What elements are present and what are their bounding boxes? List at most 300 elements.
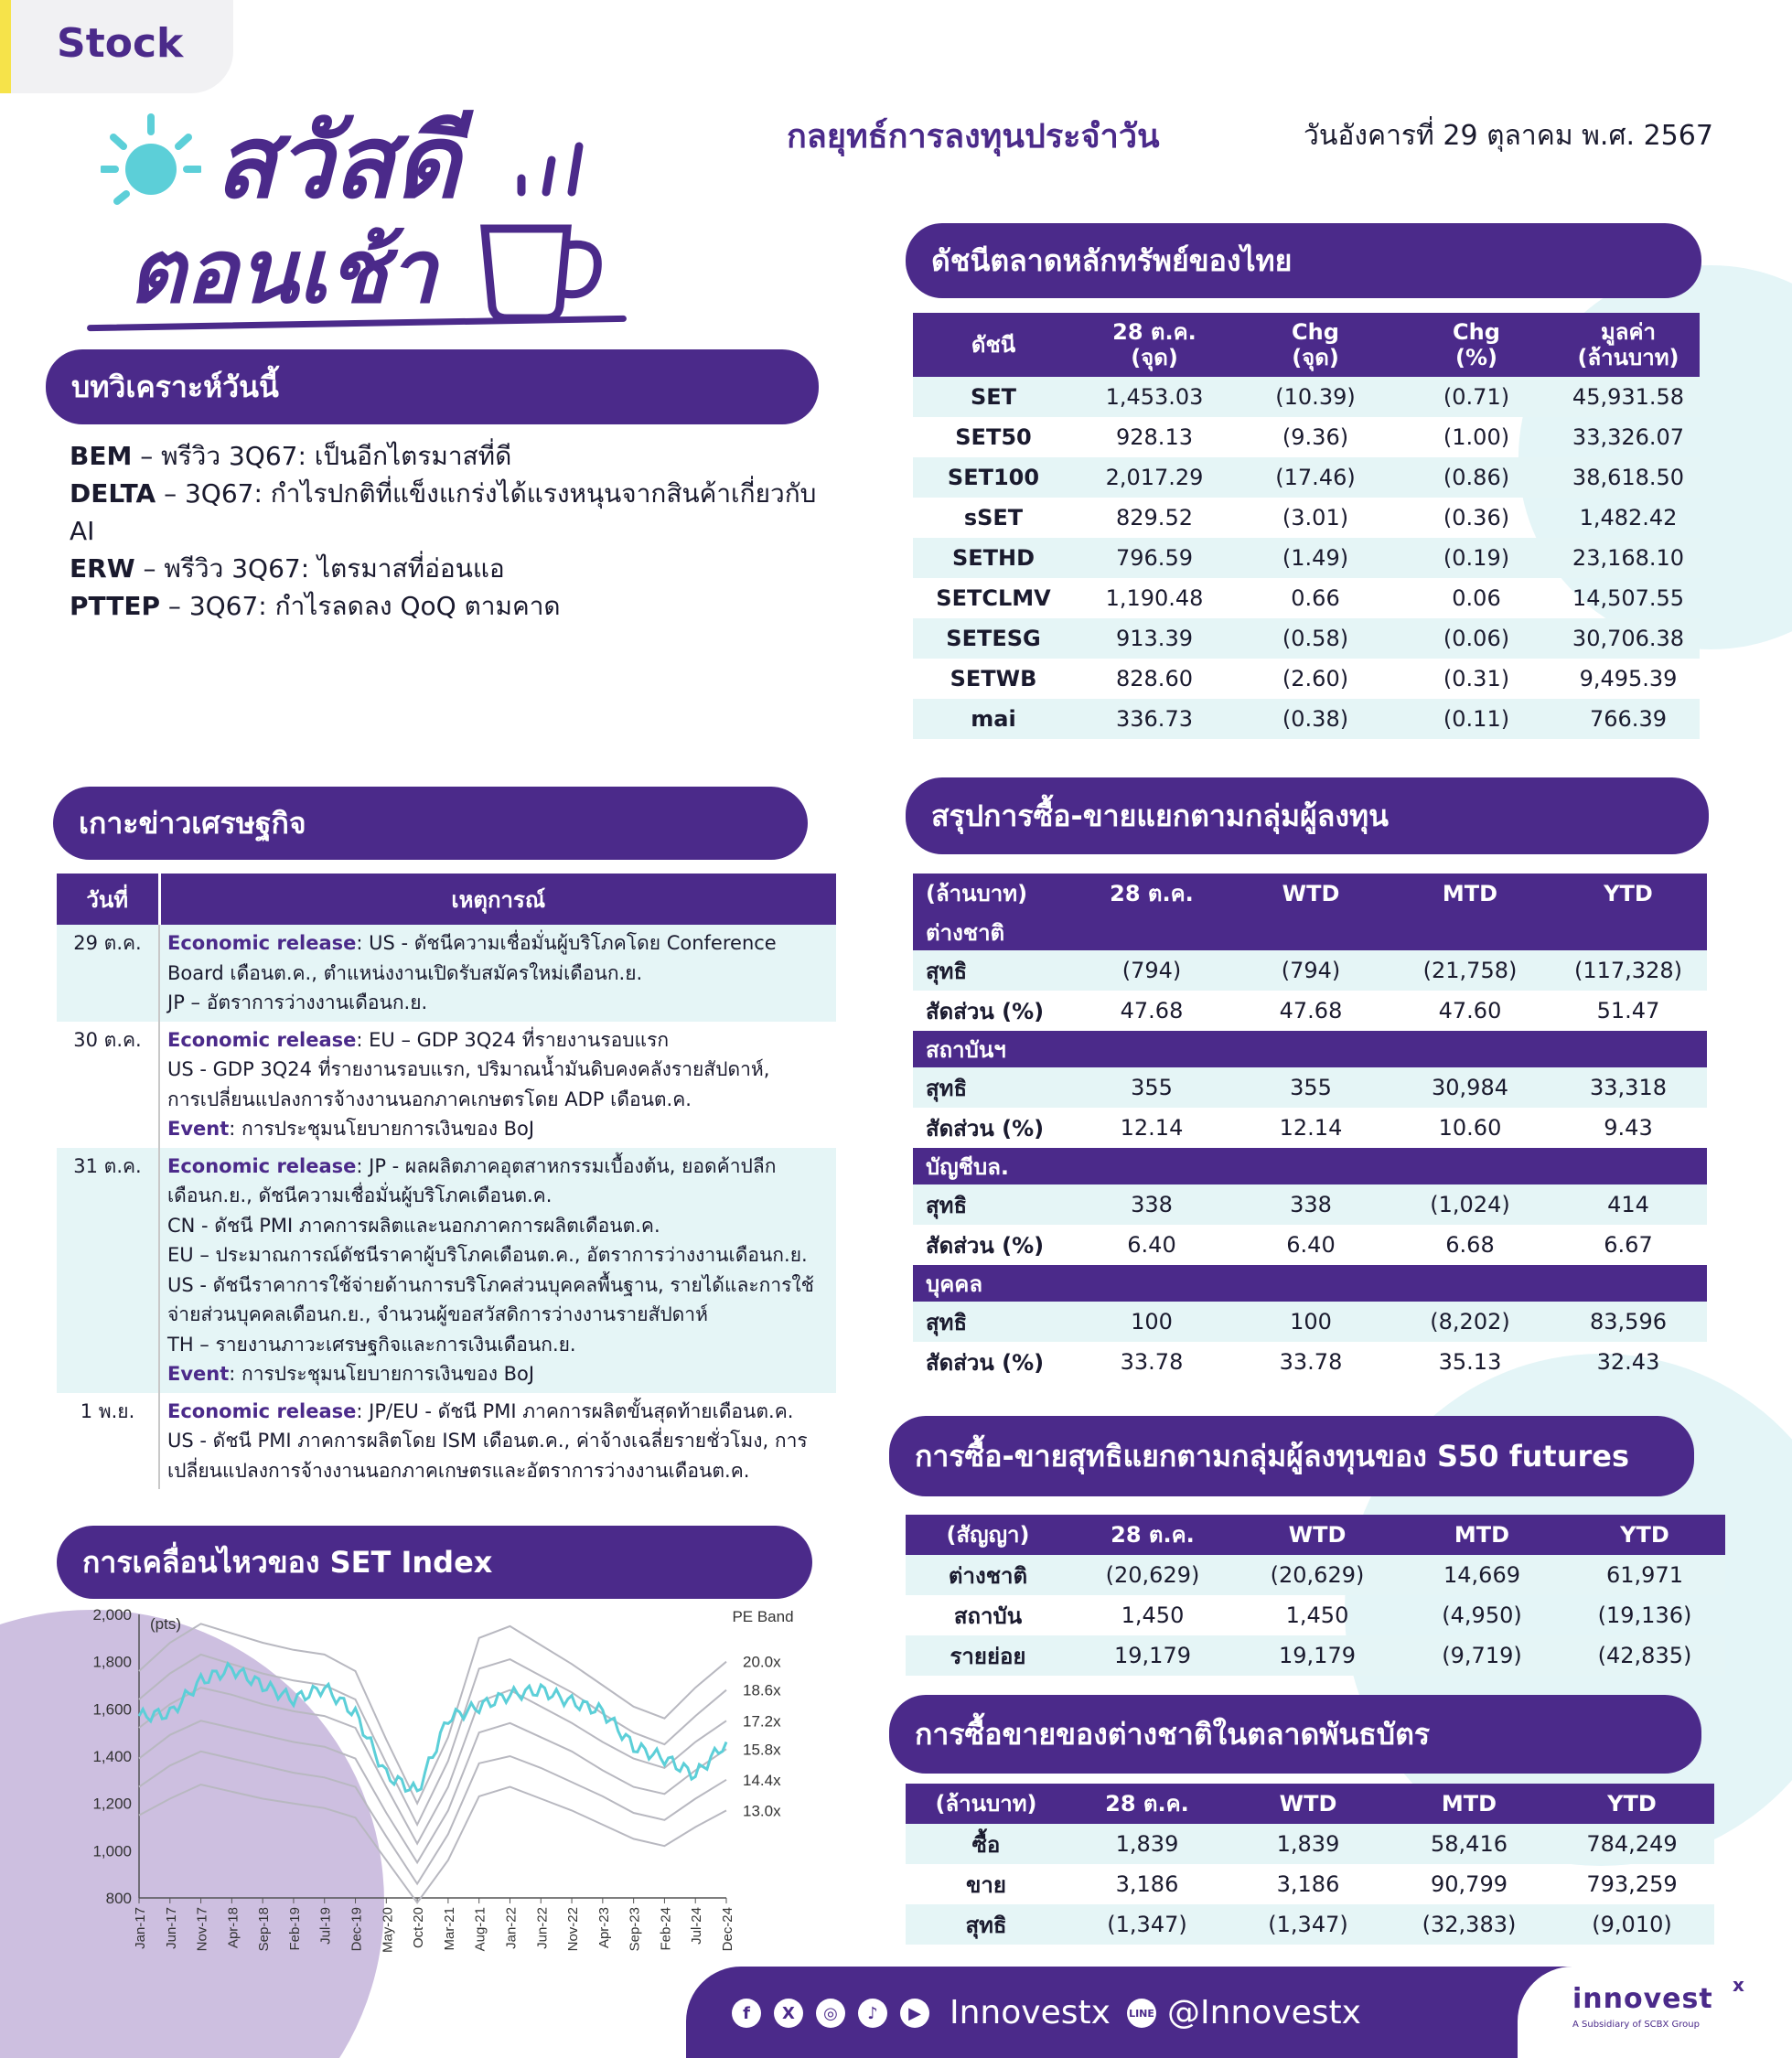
table-cell: 3,186 [1115, 1871, 1179, 1897]
col-header: (ล้านบาท) [913, 874, 1072, 914]
row-label: ต่างชาติ [906, 1555, 1070, 1595]
col-header: YTD [1564, 1515, 1725, 1555]
news-keyword: Economic release [167, 932, 357, 954]
group-spacer [1072, 1031, 1231, 1067]
table-cell: (0.71) [1396, 377, 1557, 417]
table-cell: 3,186 [1276, 1871, 1340, 1897]
news-line [167, 1240, 829, 1270]
table-cell: 6.40 [1286, 1232, 1336, 1258]
table-cell: (0.06) [1396, 618, 1557, 659]
group-spacer [1390, 1265, 1550, 1302]
x-tick-label: Apr-18 [225, 1907, 241, 1949]
table-cell: 38,618.50 [1557, 457, 1700, 498]
pe-band-line [139, 1688, 726, 1844]
table-row [913, 457, 1700, 498]
pe-band-label: 14.4x [743, 1771, 781, 1789]
table-row [906, 1824, 1714, 1864]
news-line [167, 1397, 829, 1427]
table-cell: (0.19) [1396, 538, 1557, 578]
table-cell: 100 [1231, 1302, 1390, 1342]
news-text: US - ดัชนีราคาการใช้จ่ายด้านการบริโภคส่วนบุคคลพื้นฐาน, รายได้และการใช้ [167, 1273, 814, 1296]
table-cell: 83,596 [1550, 1302, 1707, 1342]
table-cell: 0.06 [1452, 585, 1501, 611]
table-cell: 12.14 [1279, 1115, 1343, 1141]
table-cell: 9.43 [1604, 1115, 1653, 1141]
table-cell: (9,719) [1400, 1635, 1564, 1676]
index-name: sSET [963, 505, 1024, 531]
row-label: สัดส่วน (%) [926, 1349, 1045, 1376]
pe-band-label: 17.2x [743, 1712, 781, 1731]
news-line [167, 1456, 829, 1486]
investor-summary-table [913, 874, 1707, 1382]
row-label: สุทธิ [913, 1067, 1072, 1108]
group-spacer [1550, 1265, 1707, 1302]
table-row [906, 1595, 1725, 1635]
news-text: US - GDP 3Q24 ที่รายงานรอบแรก, ปริมาณน้ำมันดิบคงคลังรายสัปดาห์, [167, 1058, 770, 1080]
table-row [913, 1067, 1707, 1108]
table-cell: 12.14 [1120, 1115, 1184, 1141]
news-line [167, 1211, 829, 1241]
group-label: ต่างชาติ [913, 914, 1072, 950]
table-cell: 14,669 [1400, 1555, 1564, 1595]
x-tick-label: Dec-19 [349, 1907, 365, 1952]
youtube-icon[interactable]: ▶ [900, 1999, 929, 2028]
table-cell: 45,931.58 [1557, 377, 1700, 417]
analysis-item[interactable]: DELTA – 3Q67: กำไรปกติที่แข็งแกร่งได้แรงหนุนจากสินค้าเกี่ยวกับ AI [70, 478, 817, 546]
news-text: US - ดัชนี PMI ภาคการผลิตโดย ISM เดือนต.ค., ค่าจ้างเฉลี่ยรายชั่วโมง, การ [167, 1430, 808, 1452]
table-cell: (9,010) [1550, 1904, 1714, 1945]
futures-title: การซื้อ-ขายสุทธิแยกตามกลุ่มผู้ลงทุนของ S50 futures [889, 1416, 1694, 1496]
col-header: วันที่ [57, 874, 159, 925]
col-header: (ล้านบาท) [906, 1784, 1067, 1824]
analysis-list [70, 437, 820, 625]
news-line [167, 1152, 829, 1182]
col-header: MTD [1390, 874, 1550, 914]
news-line [167, 1330, 829, 1360]
table-cell: 766.39 [1557, 699, 1700, 739]
futures-table [906, 1515, 1725, 1676]
col-header: เหตุการณ์ [159, 874, 836, 925]
group-spacer [1072, 914, 1231, 950]
table-cell: 338 [1072, 1184, 1231, 1225]
table-cell: 14,507.55 [1572, 585, 1685, 611]
table-row [913, 578, 1700, 618]
table-row [913, 950, 1707, 991]
table-cell: 0.66 [1291, 585, 1340, 611]
index-name: SET50 [955, 424, 1032, 450]
table-cell: (1.00) [1443, 424, 1510, 450]
table-cell: (0.31) [1443, 666, 1510, 691]
index-name: SET100 [913, 457, 1074, 498]
news-keyword: Economic release [167, 1399, 357, 1422]
pe-band-label: 20.0x [743, 1653, 781, 1671]
news-date: 1 พ.ย. [57, 1393, 159, 1490]
instagram-icon[interactable]: ◎ [816, 1999, 845, 2028]
news-row [57, 1148, 836, 1393]
index-name: SETHD [913, 538, 1074, 578]
stock-tab-label: Stock [57, 20, 184, 67]
table-row [906, 1864, 1714, 1904]
table-cell: (1,024) [1390, 1184, 1550, 1225]
table-cell: (42,835) [1564, 1635, 1725, 1676]
table-cell: (17.46) [1235, 457, 1396, 498]
table-cell: 336.73 [1074, 699, 1235, 739]
x-tick-label: Feb-19 [286, 1907, 303, 1951]
news-keyword: Event [167, 1118, 230, 1140]
news-text: CN - ดัชนี PMI ภาคการผลิตและนอกภาคการผลิตเดือนต.ค. [167, 1214, 660, 1237]
x-tick-label: Dec-24 [720, 1907, 735, 1952]
pe-band-label: 15.8x [743, 1741, 781, 1759]
pe-band-label: 18.6x [743, 1681, 781, 1699]
col-header: 28 ต.ค. [1067, 1784, 1228, 1824]
news-text: : การประชุมนโยบายการเงินของ BoJ [229, 1363, 535, 1385]
col-header: (สัญญา) [906, 1515, 1070, 1555]
col-header: 28 ต.ค. [1070, 1515, 1235, 1555]
news-keyword: Economic release [167, 1028, 357, 1051]
table-row [913, 1108, 1707, 1148]
table-cell: 913.39 [1074, 618, 1235, 659]
x-tick-label: Feb-24 [658, 1907, 674, 1951]
group-spacer [1390, 1148, 1550, 1184]
group-row [913, 1148, 1707, 1184]
x-tick-label: Sep-18 [256, 1907, 273, 1952]
table-cell: (20,629) [1235, 1555, 1400, 1595]
col-header: WTD [1235, 1515, 1400, 1555]
x-tick-label: May-20 [380, 1907, 396, 1954]
pe-band-line [139, 1655, 726, 1825]
group-label: บุคคล [913, 1265, 1072, 1302]
group-spacer [1390, 1031, 1550, 1067]
investor-summary-title: สรุปการซื้อ-ขายแยกตามกลุ่มผู้ลงทุน [906, 777, 1709, 854]
table-cell: (0.58) [1235, 618, 1396, 659]
table-cell: (1.49) [1235, 538, 1396, 578]
news-line [167, 959, 829, 989]
row-label: สุทธิ [913, 1184, 1072, 1225]
x-tick-label: Jan-22 [503, 1907, 520, 1949]
news-line [167, 1300, 829, 1330]
news-text: : JP/EU - ดัชนี PMI ภาคการผลิตขั้นสุดท้ายเดือนต.ค. [356, 1399, 794, 1422]
pe-band-label: 13.0x [743, 1802, 781, 1820]
brand-logo: innovest [1572, 1983, 1713, 2015]
index-name: SETESG [913, 618, 1074, 659]
group-row [913, 1031, 1707, 1067]
brand-tagline: A Subsidiary of SCBX Group [1572, 2020, 1700, 2030]
table-row [913, 1302, 1707, 1342]
table-row [906, 1904, 1714, 1945]
table-cell: 33.78 [1120, 1349, 1184, 1375]
group-label: บัญชีบล. [913, 1148, 1072, 1184]
news-text: จ่ายส่วนบุคคลเดือนก.ย., จำนวนผู้ขอสวัสดิการว่างงานรายสัปดาห์ [167, 1303, 708, 1325]
news-line [167, 1181, 829, 1211]
group-spacer [1231, 1265, 1390, 1302]
x-tick-label: Nov-22 [565, 1907, 582, 1952]
y-tick-label: 1,800 [92, 1653, 132, 1671]
news-text: EU – ประมาณการณ์ดัชนีราคาผู้บริโภคเดือนต.ค., อัตราการว่างงานเดือนก.ย. [167, 1244, 808, 1266]
group-spacer [1072, 1148, 1231, 1184]
table-cell: (32,383) [1389, 1904, 1550, 1945]
analysis-title: บทวิเคราะห์วันนี้ [46, 349, 819, 424]
x-tick-label: Nov-17 [194, 1907, 210, 1952]
news-date: 31 ต.ค. [57, 1148, 159, 1393]
table-cell: 30,706.38 [1557, 618, 1700, 659]
y-tick-label: 1,400 [92, 1748, 132, 1765]
table-cell: 35.13 [1438, 1349, 1502, 1375]
x-tick-label: Mar-21 [441, 1907, 457, 1951]
pe-band-line [139, 1624, 726, 1803]
x-icon[interactable]: X [774, 1999, 803, 2028]
group-row [913, 914, 1707, 950]
table-cell: 19,179 [1070, 1635, 1235, 1676]
bonds-title: การซื้อขายของต่างชาติในตลาดพันธบัตร [889, 1695, 1701, 1774]
group-spacer [1550, 914, 1707, 950]
col-header: Chg (%) [1396, 313, 1557, 377]
table-cell: (9.36) [1282, 424, 1349, 450]
table-cell: 355 [1072, 1067, 1231, 1108]
news-date: 29 ต.ค. [57, 925, 159, 1022]
col-header: มูลค่า (ล้านบาท) [1557, 313, 1700, 377]
table-cell: (3.01) [1282, 505, 1349, 531]
group-row [913, 1265, 1707, 1302]
table-cell: 1,450 [1285, 1602, 1349, 1628]
news-text: Board เดือนต.ค., ตำแหน่งงานเปิดรับสมัครใหม่เดือนก.ย. [167, 961, 643, 984]
table-cell: (0.11) [1396, 699, 1557, 739]
news-table [57, 874, 836, 1489]
table-cell: 30,984 [1390, 1067, 1550, 1108]
y-tick-label: 1,600 [92, 1700, 132, 1719]
table-cell: 1,453.03 [1074, 377, 1235, 417]
table-cell: (0.86) [1396, 457, 1557, 498]
news-line [167, 1085, 829, 1115]
news-text: : JP - ผลผลิตภาคอุตสาหกรรมเบื้องต้น, ยอดค้าปลีก [356, 1154, 777, 1177]
news-line [167, 1359, 829, 1389]
row-label: สัดส่วน (%) [926, 1115, 1045, 1142]
thai-index-title: ดัชนีตลาดหลักทรัพย์ของไทย [906, 223, 1701, 298]
table-cell: (794) [1072, 950, 1231, 991]
news-text: : การประชุมนโยบายการเงินของ BoJ [229, 1118, 535, 1140]
row-label: สุทธิ [906, 1904, 1067, 1945]
brand-logo-x: x [1733, 1974, 1744, 1996]
table-cell: 58,416 [1389, 1824, 1550, 1864]
x-tick-label: Oct-20 [411, 1907, 427, 1949]
table-row [913, 1184, 1707, 1225]
table-row [913, 538, 1700, 578]
bonds-table [906, 1784, 1714, 1945]
table-cell: (8,202) [1390, 1302, 1550, 1342]
news-text: JP – อัตราการว่างงานเดือนก.ย. [167, 991, 428, 1013]
table-cell: (10.39) [1235, 377, 1396, 417]
table-row [913, 618, 1700, 659]
table-cell: 33.78 [1279, 1349, 1343, 1375]
social-handle-2[interactable]: @Innovestx [1167, 1994, 1361, 2031]
news-title: เกาะข่าวเศรษฐกิจ [53, 787, 808, 860]
table-cell: (0.38) [1235, 699, 1396, 739]
news-events [159, 1022, 836, 1148]
thai-index-table [913, 313, 1700, 739]
group-spacer [1231, 914, 1390, 950]
y-tick-label: 1,200 [92, 1795, 132, 1813]
news-row [57, 1022, 836, 1148]
table-cell: 61,971 [1564, 1555, 1725, 1595]
table-cell: 33,318 [1550, 1067, 1707, 1108]
table-cell: 1,839 [1228, 1824, 1389, 1864]
table-row [913, 417, 1700, 457]
report-date: วันอังคารที่ 29 ตุลาคม พ.ศ. 2567 [1304, 120, 1713, 152]
analysis-item[interactable]: PTTEP – 3Q67: กำไรลดลง QoQ ตามคาด [70, 591, 561, 621]
table-cell: (4,950) [1442, 1602, 1522, 1628]
table-row [913, 1342, 1707, 1382]
row-label: สถาบัน [953, 1602, 1023, 1629]
table-cell: 6.68 [1445, 1232, 1495, 1258]
table-cell: (20,629) [1070, 1555, 1235, 1595]
y-tick-label: 2,000 [92, 1606, 132, 1624]
news-row [57, 925, 836, 1022]
x-tick-label: Apr-23 [596, 1907, 612, 1949]
table-cell: 793,259 [1586, 1871, 1678, 1897]
table-cell: (1,347) [1228, 1904, 1389, 1945]
table-cell: 2,017.29 [1074, 457, 1235, 498]
news-text: เดือนก.ย., ดัชนีความเชื่อมั่นผู้บริโภคเดือนต.ค. [167, 1184, 553, 1206]
news-line [167, 988, 829, 1018]
table-cell: (794) [1231, 950, 1390, 991]
table-cell: 928.13 [1116, 424, 1193, 450]
x-tick-label: Aug-21 [472, 1907, 488, 1952]
row-label: สัดส่วน (%) [926, 998, 1045, 1024]
table-row [913, 991, 1707, 1031]
x-tick-label: Jan-17 [133, 1907, 148, 1949]
greeting-line2: ตอนเช้า [128, 220, 437, 323]
news-line [167, 928, 829, 959]
x-tick-label: Jun-17 [163, 1907, 179, 1949]
facebook-icon[interactable]: f [732, 1999, 761, 2028]
col-header: WTD [1231, 874, 1390, 914]
col-header: Chg (จุด) [1235, 313, 1396, 377]
col-header: 28 ต.ค. [1072, 874, 1231, 914]
news-events [159, 1148, 836, 1393]
pe-band-line [139, 1785, 726, 1903]
table-row [913, 659, 1700, 699]
news-text: : EU – GDP 3Q24 ที่รายงานรอบแรก [356, 1028, 670, 1051]
table-cell: 6.40 [1127, 1232, 1176, 1258]
table-cell: (1,347) [1067, 1904, 1228, 1945]
table-cell: 9,495.39 [1579, 666, 1678, 691]
table-row [906, 1635, 1725, 1676]
group-spacer [1231, 1031, 1390, 1067]
analysis-item[interactable]: ERW – พรีวิว 3Q67: ไตรมาสที่อ่อนแอ [70, 553, 505, 584]
table-row [906, 1555, 1725, 1595]
table-cell: 47.68 [1120, 998, 1184, 1024]
table-cell: (2.60) [1282, 666, 1349, 691]
col-header: MTD [1389, 1784, 1550, 1824]
group-spacer [1390, 914, 1550, 950]
line-icon[interactable]: LINE [1127, 1999, 1156, 2028]
group-spacer [1550, 1148, 1707, 1184]
col-header: YTD [1550, 1784, 1714, 1824]
y-axis-label: (pts) [150, 1615, 181, 1633]
legend-title: PE Band [732, 1608, 794, 1625]
index-name: SETCLMV [936, 585, 1051, 611]
table-cell: 23,168.10 [1557, 538, 1700, 578]
table-cell: 90,799 [1431, 1871, 1508, 1897]
index-name: SETWB [950, 666, 1037, 691]
tiktok-icon[interactable]: ♪ [858, 1999, 887, 2028]
stock-tab[interactable] [0, 0, 233, 93]
table-cell: 33,326.07 [1572, 424, 1685, 450]
row-label: ขาย [966, 1871, 1006, 1898]
news-line [167, 1055, 829, 1085]
table-cell: 6.67 [1604, 1232, 1653, 1258]
news-text: เปลี่ยนแปลงการจ้างงานนอกภาคเกษตรและอัตราการว่างงานเดือนต.ค. [167, 1459, 750, 1482]
news-events [159, 925, 836, 1022]
col-header: MTD [1400, 1515, 1564, 1555]
row-label: สัดส่วน (%) [926, 1232, 1045, 1259]
news-date: 30 ต.ค. [57, 1022, 159, 1148]
index-name: SET [913, 377, 1074, 417]
row-label: สุทธิ [913, 950, 1072, 991]
table-cell: 784,249 [1550, 1824, 1714, 1864]
x-tick-label: Jul-19 [317, 1907, 334, 1945]
table-cell: 1,482.42 [1579, 505, 1678, 531]
table-cell: (117,328) [1550, 950, 1707, 991]
row-label: ซื้อ [906, 1824, 1067, 1864]
table-cell: (19,136) [1597, 1602, 1692, 1628]
set-index-chart [37, 1601, 814, 1967]
table-cell: 47.68 [1279, 998, 1343, 1024]
news-keyword: Event [167, 1363, 230, 1385]
table-row [913, 498, 1700, 538]
group-label: สถาบันฯ [913, 1031, 1072, 1067]
col-header: WTD [1228, 1784, 1389, 1824]
table-cell: 51.47 [1596, 998, 1660, 1024]
table-cell: 828.60 [1116, 666, 1193, 691]
table-row [913, 377, 1700, 417]
analysis-item[interactable]: BEM – พรีวิว 3Q67: เป็นอีกไตรมาสที่ดี [70, 441, 512, 471]
table-row [913, 699, 1700, 739]
col-header: 28 ต.ค. (จุด) [1074, 313, 1235, 377]
table-cell: 100 [1072, 1302, 1231, 1342]
x-tick-label: Jul-24 [689, 1907, 705, 1945]
group-spacer [1550, 1031, 1707, 1067]
news-events [159, 1393, 836, 1490]
table-cell: 10.60 [1438, 1115, 1502, 1141]
news-row [57, 1393, 836, 1490]
news-line [167, 1025, 829, 1056]
row-label: รายย่อย [906, 1635, 1070, 1676]
group-spacer [1231, 1148, 1390, 1184]
table-cell: 796.59 [1074, 538, 1235, 578]
table-cell: 47.60 [1438, 998, 1502, 1024]
social-handle-1[interactable]: Innovestx [950, 1994, 1111, 2031]
news-text: การเปลี่ยนแปลงการจ้างงานนอกภาคเกษตรโดย ADP เดือนต.ค. [167, 1088, 692, 1110]
news-text: : US - ดัชนีความเชื่อมั่นผู้บริโภคโดย Conference [356, 932, 777, 954]
brand-logo-box [1518, 1967, 1792, 2058]
news-line [167, 1114, 829, 1144]
steam-icon [508, 128, 590, 214]
group-spacer [1072, 1265, 1231, 1302]
table-cell: (0.36) [1443, 505, 1510, 531]
x-tick-label: Sep-23 [627, 1907, 643, 1952]
news-line [167, 1426, 829, 1456]
greeting-line1: สวัสดี [215, 103, 460, 220]
table-cell: 1,450 [1121, 1602, 1185, 1628]
report-title: กลยุทธ์การลงทุนประจำวัน [787, 118, 1160, 155]
news-keyword: Economic release [167, 1154, 357, 1177]
sun-icon [101, 110, 201, 210]
table-cell: 1,839 [1067, 1824, 1228, 1864]
index-name: mai [913, 699, 1074, 739]
x-tick-label: Jun-22 [534, 1907, 551, 1949]
table-cell: 414 [1550, 1184, 1707, 1225]
y-tick-label: 800 [105, 1890, 132, 1907]
